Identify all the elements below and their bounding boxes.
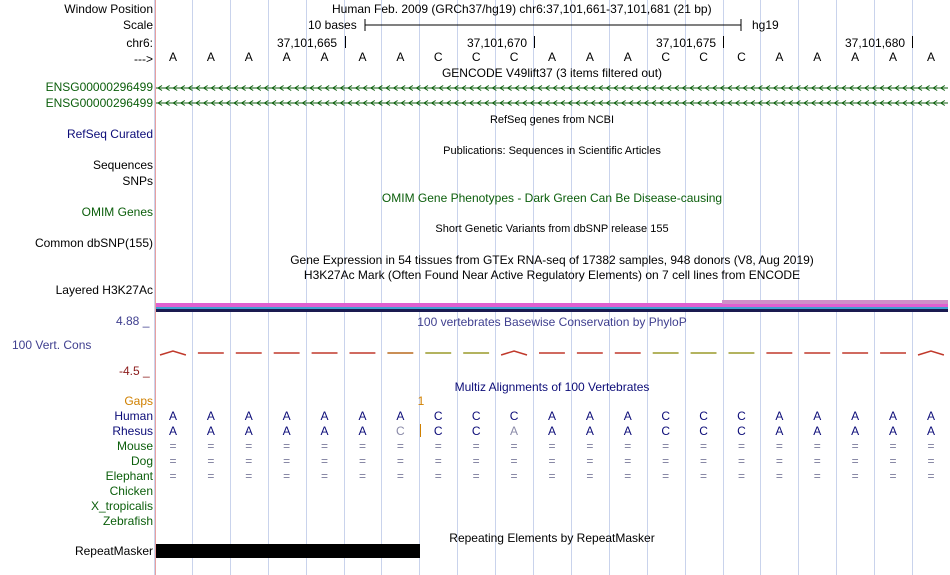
omim-track-title: OMIM Gene Phenotypes - Dark Green Can Be Disease-causing bbox=[381, 191, 723, 205]
human-base: A bbox=[889, 409, 898, 423]
dog-match: = bbox=[169, 454, 177, 468]
h3k27ac-track-title: H3K27Ac Mark (Often Found Near Active Regulatory Elements) on 7 cell lines from ENCODE bbox=[303, 268, 801, 282]
base-letter: A bbox=[926, 50, 935, 64]
track-label-repeatmasker[interactable]: RepeatMasker bbox=[74, 544, 153, 558]
mouse-match: = bbox=[510, 439, 518, 453]
elephant-match: = bbox=[207, 469, 215, 483]
base-letter: A bbox=[851, 50, 860, 64]
scale-text: 10 bases bbox=[308, 18, 357, 32]
dog-match: = bbox=[472, 454, 480, 468]
base-letter: A bbox=[813, 50, 822, 64]
track-label-dbsnp[interactable]: Common dbSNP(155) bbox=[34, 236, 153, 250]
rhesus-base: A bbox=[889, 424, 898, 438]
base-letter: A bbox=[168, 50, 177, 64]
human-base: A bbox=[813, 409, 822, 423]
human-base: A bbox=[851, 409, 860, 423]
track-label-mouse: Mouse bbox=[116, 439, 153, 453]
human-base: A bbox=[320, 409, 329, 423]
multiz-track-title: Multiz Alignments of 100 Vertebrates bbox=[454, 380, 650, 394]
mouse-match: = bbox=[813, 439, 821, 453]
gap-marker: 1 bbox=[417, 394, 425, 408]
elephant-match: = bbox=[472, 469, 480, 483]
human-base: A bbox=[168, 409, 177, 423]
track-label-rhesus: Rhesus bbox=[112, 424, 153, 438]
dog-match: = bbox=[700, 454, 708, 468]
base-letter: A bbox=[547, 50, 556, 64]
mouse-match: = bbox=[737, 439, 745, 453]
track-label-sequences[interactable]: Sequences bbox=[92, 158, 153, 172]
coord-label-3: 37,101,675 bbox=[656, 36, 717, 50]
phylop-score-mark bbox=[918, 351, 944, 355]
mouse-match: = bbox=[662, 439, 670, 453]
mouse-match: = bbox=[624, 439, 632, 453]
elephant-match: = bbox=[321, 469, 329, 483]
base-letter: A bbox=[396, 50, 405, 64]
elephant-match: = bbox=[548, 469, 556, 483]
base-letter: C bbox=[699, 50, 708, 64]
track-label-gaps: Gaps bbox=[124, 394, 153, 408]
human-base: A bbox=[585, 409, 594, 423]
rhesus-base: A bbox=[244, 424, 253, 438]
base-letter: A bbox=[320, 50, 329, 64]
gtex-track-title: Gene Expression in 54 tissues from GTEx RNA-seq of 17382 samples, 948 donors (V8, Aug 2019) bbox=[290, 253, 814, 267]
base-letter: A bbox=[585, 50, 594, 64]
rhesus-base: C bbox=[471, 424, 481, 438]
h3k27ac-signal-bottom bbox=[156, 309, 948, 312]
dog-match: = bbox=[548, 454, 556, 468]
rhesus-base: A bbox=[775, 424, 784, 438]
mouse-match: = bbox=[927, 439, 935, 453]
base-letter: C bbox=[433, 50, 443, 64]
dog-match: = bbox=[851, 454, 859, 468]
rhesus-base: A bbox=[282, 424, 291, 438]
rhesus-base: C bbox=[661, 424, 670, 438]
dog-match: = bbox=[321, 454, 329, 468]
dog-match: = bbox=[358, 454, 366, 468]
mouse-match: = bbox=[889, 439, 897, 453]
human-base: A bbox=[206, 409, 215, 423]
assembly-text: hg19 bbox=[752, 18, 779, 32]
mouse-match: = bbox=[169, 439, 177, 453]
mouse-match: = bbox=[245, 439, 253, 453]
repeat-element-block bbox=[156, 544, 420, 558]
phylop-score-mark bbox=[160, 351, 186, 355]
track-label-snps[interactable]: SNPs bbox=[122, 174, 153, 188]
base-letter: A bbox=[775, 50, 784, 64]
gencode-track-title: GENCODE V49lift37 (3 items filtered out) bbox=[441, 66, 663, 80]
human-base: C bbox=[471, 409, 481, 423]
refseq-track-title: RefSeq genes from NCBI bbox=[489, 114, 615, 126]
track-label-phylop[interactable]: 100 Vert. Cons bbox=[12, 338, 92, 352]
mouse-match: = bbox=[358, 439, 366, 453]
elephant-match: = bbox=[510, 469, 518, 483]
track-label-refseq[interactable]: RefSeq Curated bbox=[66, 127, 153, 141]
phylop-score-mark bbox=[501, 351, 527, 355]
elephant-match: = bbox=[737, 469, 745, 483]
dog-match: = bbox=[813, 454, 821, 468]
base-letter: C bbox=[471, 50, 481, 64]
dog-match: = bbox=[737, 454, 745, 468]
track-label-xtropicalis: X_tropicalis bbox=[90, 499, 153, 513]
mouse-match: = bbox=[283, 439, 291, 453]
window-position-text: Human Feb. 2009 (GRCh37/hg19) chr6:37,101,661-37,101,681 (21 bp) bbox=[332, 2, 712, 16]
elephant-match: = bbox=[169, 469, 177, 483]
dog-match: = bbox=[510, 454, 518, 468]
window-position-label: Window Position bbox=[64, 2, 153, 16]
rhesus-base: A bbox=[851, 424, 860, 438]
phylop-max-label: 4.88 _ bbox=[116, 314, 150, 328]
human-base: A bbox=[926, 409, 935, 423]
coord-label-1: 37,101,665 bbox=[277, 36, 338, 50]
mouse-match: = bbox=[207, 439, 215, 453]
elephant-match: = bbox=[927, 469, 935, 483]
chromosome-label: chr6: bbox=[126, 36, 153, 50]
rhesus-base: C bbox=[433, 424, 443, 438]
base-letter: A bbox=[623, 50, 632, 64]
dog-match: = bbox=[624, 454, 632, 468]
mouse-match: = bbox=[548, 439, 556, 453]
elephant-match: = bbox=[358, 469, 366, 483]
track-label-ensembl-1[interactable]: ENSG00000296499 bbox=[45, 80, 153, 94]
human-base: A bbox=[547, 409, 556, 423]
base-letter: C bbox=[509, 50, 519, 64]
mouse-match: = bbox=[586, 439, 594, 453]
base-letter: A bbox=[358, 50, 367, 64]
human-base: A bbox=[282, 409, 291, 423]
elephant-match: = bbox=[851, 469, 859, 483]
rhesus-base: C bbox=[396, 424, 405, 438]
elephant-match: = bbox=[662, 469, 670, 483]
base-letter: A bbox=[244, 50, 253, 64]
h3k27ac-signal-mid bbox=[156, 307, 948, 309]
strand-arrow-label: ---> bbox=[134, 52, 153, 66]
track-label-elephant: Elephant bbox=[105, 469, 153, 483]
dog-match: = bbox=[283, 454, 291, 468]
mouse-match: = bbox=[472, 439, 480, 453]
elephant-match: = bbox=[396, 469, 404, 483]
mouse-match: = bbox=[851, 439, 859, 453]
publications-track-title: Publications: Sequences in Scientific Articles bbox=[443, 145, 661, 157]
rhesus-base: A bbox=[510, 424, 519, 438]
mouse-match: = bbox=[775, 439, 783, 453]
human-base: A bbox=[623, 409, 632, 423]
mouse-match: = bbox=[321, 439, 329, 453]
rhesus-base: A bbox=[358, 424, 367, 438]
track-label-h3k27ac[interactable]: Layered H3K27Ac bbox=[55, 283, 153, 297]
human-base: C bbox=[433, 409, 443, 423]
track-label-human: Human bbox=[114, 409, 153, 423]
phylop-min-label: -4.5 _ bbox=[119, 364, 150, 378]
human-base: A bbox=[244, 409, 253, 423]
human-base: C bbox=[699, 409, 708, 423]
elephant-match: = bbox=[813, 469, 821, 483]
rhesus-base: A bbox=[168, 424, 177, 438]
base-letter: A bbox=[282, 50, 291, 64]
elephant-match: = bbox=[283, 469, 291, 483]
dog-match: = bbox=[586, 454, 594, 468]
dog-match: = bbox=[889, 454, 897, 468]
dog-match: = bbox=[207, 454, 215, 468]
scale-label: Scale bbox=[122, 18, 153, 32]
rhesus-base: A bbox=[547, 424, 556, 438]
coord-label-2: 37,101,670 bbox=[467, 36, 528, 50]
base-letter: A bbox=[206, 50, 215, 64]
mouse-match: = bbox=[434, 439, 442, 453]
mouse-match: = bbox=[396, 439, 404, 453]
human-base: C bbox=[661, 409, 670, 423]
track-label-ensembl-2[interactable]: ENSG00000296499 bbox=[45, 96, 153, 110]
dog-match: = bbox=[662, 454, 670, 468]
human-base: A bbox=[358, 409, 367, 423]
elephant-match: = bbox=[700, 469, 708, 483]
elephant-match: = bbox=[434, 469, 442, 483]
elephant-match: = bbox=[624, 469, 632, 483]
rhesus-base: A bbox=[623, 424, 632, 438]
dbsnp-track-title: Short Genetic Variants from dbSNP release 155 bbox=[435, 223, 669, 235]
human-base: A bbox=[396, 409, 405, 423]
dog-match: = bbox=[396, 454, 404, 468]
human-base: C bbox=[509, 409, 519, 423]
base-letter: A bbox=[889, 50, 898, 64]
h3k27ac-signal-peak bbox=[722, 300, 948, 304]
rhesus-base: C bbox=[737, 424, 746, 438]
rhesus-base: A bbox=[206, 424, 215, 438]
repeatmasker-track-title: Repeating Elements by RepeatMasker bbox=[449, 531, 655, 545]
rhesus-base: C bbox=[699, 424, 708, 438]
dog-match: = bbox=[927, 454, 935, 468]
mouse-match: = bbox=[700, 439, 708, 453]
dog-match: = bbox=[434, 454, 442, 468]
rhesus-base: A bbox=[320, 424, 329, 438]
elephant-match: = bbox=[775, 469, 783, 483]
track-label-dog: Dog bbox=[130, 454, 153, 468]
track-label-zebrafish: Zebrafish bbox=[102, 514, 153, 528]
phylop-track-title: 100 vertebrates Basewise Conservation by PhyloP bbox=[417, 315, 687, 329]
elephant-match: = bbox=[889, 469, 897, 483]
base-letter: C bbox=[737, 50, 746, 64]
rhesus-base: A bbox=[926, 424, 935, 438]
track-label-chicken: Chicken bbox=[109, 484, 153, 498]
dog-match: = bbox=[245, 454, 253, 468]
elephant-match: = bbox=[586, 469, 594, 483]
dog-match: = bbox=[775, 454, 783, 468]
base-letter: C bbox=[661, 50, 670, 64]
human-base: C bbox=[737, 409, 746, 423]
coord-label-4: 37,101,680 bbox=[845, 36, 906, 50]
human-base: A bbox=[775, 409, 784, 423]
track-label-omim[interactable]: OMIM Genes bbox=[81, 205, 153, 219]
elephant-match: = bbox=[245, 469, 253, 483]
rhesus-base: A bbox=[585, 424, 594, 438]
rhesus-base: A bbox=[813, 424, 822, 438]
